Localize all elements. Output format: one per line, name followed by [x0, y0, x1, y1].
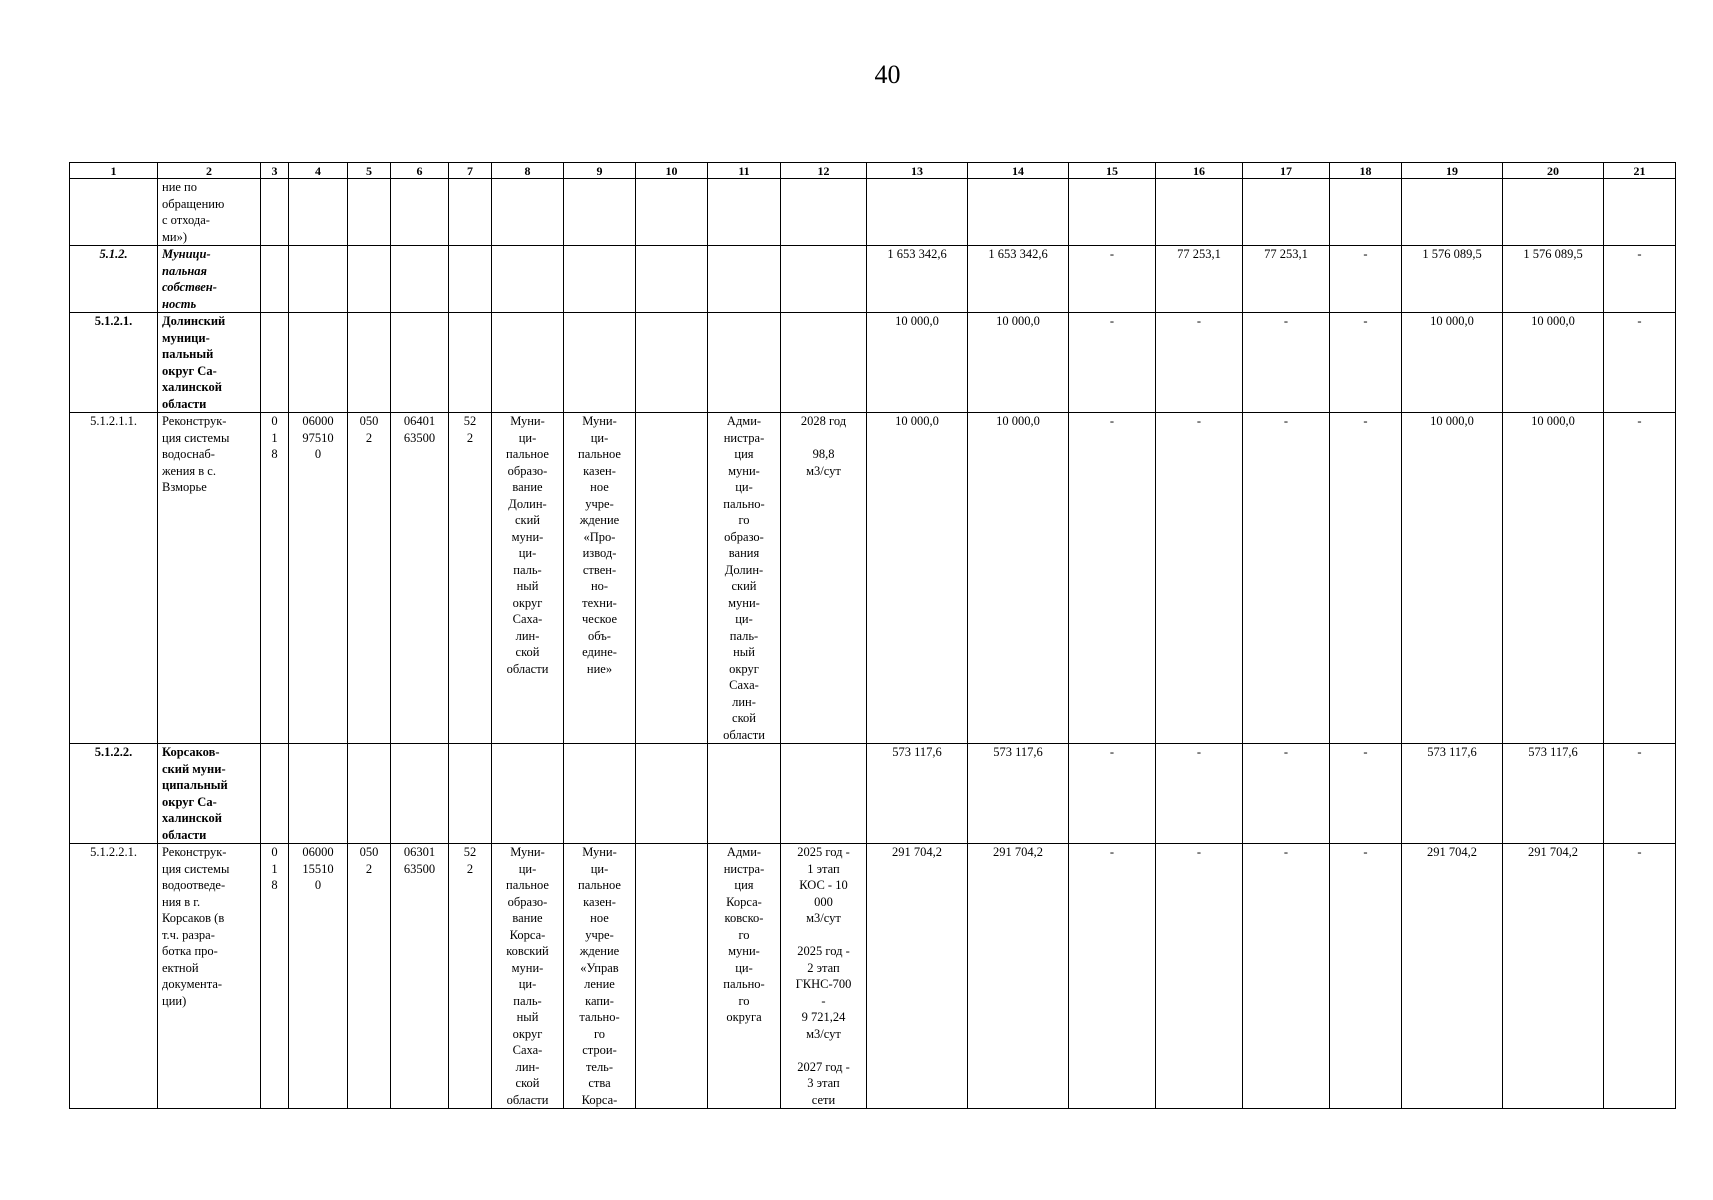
table-row	[70, 179, 1676, 246]
cell-amount: 77 253,1	[1243, 246, 1330, 313]
cell-amount: -	[1604, 246, 1676, 313]
cell-amount: -	[1156, 413, 1243, 744]
col-header: 10	[636, 163, 708, 179]
col-header: 15	[1069, 163, 1156, 179]
cell	[708, 313, 781, 413]
cell-amount	[1604, 179, 1676, 246]
cell-amount: -	[1243, 413, 1330, 744]
cell	[348, 744, 391, 844]
cell	[636, 744, 708, 844]
page-number: 40	[874, 60, 901, 89]
cell	[449, 246, 492, 313]
cell: 06401 63500	[391, 413, 449, 744]
cell	[391, 246, 449, 313]
cell-amount: -	[1604, 313, 1676, 413]
cell-amount: -	[1330, 744, 1402, 844]
cell: 2028 год 98,8 м3/сут	[781, 413, 867, 744]
cell: Адми- нистра- ция муни- ци- пально- го образо- вания Долин- ский муни- ци- паль- ный округ Саха- лин- ской области	[708, 413, 781, 744]
cell	[781, 179, 867, 246]
cell	[492, 246, 564, 313]
cell	[636, 179, 708, 246]
col-header: 20	[1503, 163, 1604, 179]
cell-amount: 291 704,2	[968, 844, 1069, 1109]
cell-amount: 10 000,0	[968, 313, 1069, 413]
cell-amount: -	[1069, 313, 1156, 413]
cell-amount: 10 000,0	[867, 413, 968, 744]
cell: 06000 15510 0	[289, 844, 348, 1109]
cell	[492, 744, 564, 844]
cell-amount: -	[1069, 744, 1156, 844]
cell-amount: 573 117,6	[1402, 744, 1503, 844]
cell-amount: -	[1243, 844, 1330, 1109]
cell	[289, 246, 348, 313]
cell-code: 5.1.2.	[70, 246, 158, 313]
cell-amount: -	[1069, 413, 1156, 744]
cell-amount: -	[1156, 313, 1243, 413]
cell: Муни- ци- пальное образо- вание Корса- ковский муни- ци- паль- ный округ Саха- лин- ской области	[492, 844, 564, 1109]
cell: 52 2	[449, 844, 492, 1109]
cell	[289, 744, 348, 844]
col-header: 3	[261, 163, 289, 179]
cell	[348, 313, 391, 413]
cell	[708, 744, 781, 844]
cell: 06301 63500	[391, 844, 449, 1109]
cell: Муни- ци- пальное казен- ное учре- ждение «Про- извод- ствен- но- техни- ческое объ- едине- ние»	[564, 413, 636, 744]
cell	[391, 744, 449, 844]
cell-amount	[1069, 179, 1156, 246]
cell-amount: 10 000,0	[1503, 313, 1604, 413]
cell	[492, 179, 564, 246]
cell	[564, 313, 636, 413]
cell	[636, 844, 708, 1109]
cell-amount: -	[1604, 413, 1676, 744]
cell: 0 1 8	[261, 413, 289, 744]
cell	[289, 313, 348, 413]
cell: Адми- нистра- ция Корса- ковско- го муни- ци- пально- го округа	[708, 844, 781, 1109]
cell-name: Корсаков- ский муни- ципальный округ Са- халинской области	[158, 744, 261, 844]
cell-amount: -	[1330, 844, 1402, 1109]
cell-amount	[867, 179, 968, 246]
cell: Муни- ци- пальное казен- ное учре- ждение «Управ ление капи- тально- го строи- тель- ства Корса-	[564, 844, 636, 1109]
cell-name: Реконструк- ция системы водоснаб- жения в с. Взморье	[158, 413, 261, 744]
col-header: 17	[1243, 163, 1330, 179]
col-header: 13	[867, 163, 968, 179]
cell	[391, 313, 449, 413]
cell-amount: -	[1330, 413, 1402, 744]
cell	[781, 246, 867, 313]
cell-amount: -	[1069, 246, 1156, 313]
cell	[261, 179, 289, 246]
budget-table	[69, 162, 1676, 1109]
cell	[348, 246, 391, 313]
cell-name: Муници- пальная собствен- ность	[158, 246, 261, 313]
cell-amount: -	[1069, 844, 1156, 1109]
cell	[449, 744, 492, 844]
cell-amount: 573 117,6	[968, 744, 1069, 844]
cell: 06000 97510 0	[289, 413, 348, 744]
table-row	[70, 246, 1676, 313]
cell-amount: 77 253,1	[1156, 246, 1243, 313]
cell	[636, 413, 708, 744]
cell-amount: -	[1156, 744, 1243, 844]
cell: 050 2	[348, 413, 391, 744]
cell-amount: 291 704,2	[1402, 844, 1503, 1109]
table-row	[70, 413, 1676, 744]
cell-amount: 1 576 089,5	[1402, 246, 1503, 313]
cell-amount: -	[1330, 246, 1402, 313]
table-row	[70, 844, 1676, 1109]
cell-amount: -	[1156, 844, 1243, 1109]
cell-amount: 291 704,2	[1503, 844, 1604, 1109]
cell-amount: -	[1330, 313, 1402, 413]
cell-amount: 1 653 342,6	[867, 246, 968, 313]
cell-amount: -	[1604, 744, 1676, 844]
cell-name: Долинский муници- пальный округ Са- халинской области	[158, 313, 261, 413]
col-header: 16	[1156, 163, 1243, 179]
cell-amount	[1330, 179, 1402, 246]
cell	[708, 246, 781, 313]
cell-amount: 10 000,0	[1503, 413, 1604, 744]
cell	[781, 744, 867, 844]
table-row	[70, 313, 1676, 413]
cell-amount	[968, 179, 1069, 246]
col-header: 9	[564, 163, 636, 179]
cell-amount: -	[1604, 844, 1676, 1109]
cell: 0 1 8	[261, 844, 289, 1109]
col-header: 2	[158, 163, 261, 179]
col-header: 8	[492, 163, 564, 179]
cell	[636, 313, 708, 413]
cell-amount: 10 000,0	[1402, 313, 1503, 413]
cell-code: 5.1.2.1.	[70, 313, 158, 413]
cell: 050 2	[348, 844, 391, 1109]
col-header: 14	[968, 163, 1069, 179]
col-header: 4	[289, 163, 348, 179]
cell	[781, 313, 867, 413]
cell-amount: 10 000,0	[867, 313, 968, 413]
col-header: 6	[391, 163, 449, 179]
cell	[564, 246, 636, 313]
cell-name: Реконструк- ция системы водоотведе- ния в г. Корсаков (в т.ч. разра- ботка про- ектной документа- ции)	[158, 844, 261, 1109]
cell-amount: 1 576 089,5	[1503, 246, 1604, 313]
cell	[391, 179, 449, 246]
cell	[708, 179, 781, 246]
cell-amount	[1503, 179, 1604, 246]
col-header: 11	[708, 163, 781, 179]
cell-amount: -	[1243, 744, 1330, 844]
cell	[564, 744, 636, 844]
col-header: 18	[1330, 163, 1402, 179]
cell	[636, 246, 708, 313]
col-header: 7	[449, 163, 492, 179]
cell	[261, 246, 289, 313]
cell	[348, 179, 391, 246]
cell-code: 5.1.2.2.1.	[70, 844, 158, 1109]
cell-name: ние по обращению с отхода- ми»)	[158, 179, 261, 246]
cell-amount	[1243, 179, 1330, 246]
col-header: 1	[70, 163, 158, 179]
cell-amount: -	[1243, 313, 1330, 413]
cell: 52 2	[449, 413, 492, 744]
cell	[449, 179, 492, 246]
cell	[261, 744, 289, 844]
cell-amount	[1402, 179, 1503, 246]
cell-amount	[1156, 179, 1243, 246]
table-row	[70, 744, 1676, 844]
cell-code	[70, 179, 158, 246]
cell	[564, 179, 636, 246]
col-header: 12	[781, 163, 867, 179]
cell-amount: 10 000,0	[968, 413, 1069, 744]
col-header: 21	[1604, 163, 1676, 179]
cell-amount: 573 117,6	[1503, 744, 1604, 844]
col-header: 19	[1402, 163, 1503, 179]
cell-amount: 1 653 342,6	[968, 246, 1069, 313]
cell: Муни- ци- пальное образо- вание Долин- ский муни- ци- паль- ный округ Саха- лин- ской области	[492, 413, 564, 744]
cell-amount: 573 117,6	[867, 744, 968, 844]
col-header: 5	[348, 163, 391, 179]
cell-code: 5.1.2.2.	[70, 744, 158, 844]
cell-code: 5.1.2.1.1.	[70, 413, 158, 744]
cell	[261, 313, 289, 413]
cell-amount: 10 000,0	[1402, 413, 1503, 744]
cell	[449, 313, 492, 413]
cell: 2025 год - 1 этап КОС - 10 000 м3/сут 2025 год - 2 этап ГКНС-700 - 9 721,24 м3/сут 2027 год - 3 этап сети	[781, 844, 867, 1109]
cell-amount: 291 704,2	[867, 844, 968, 1109]
header-row	[70, 163, 1676, 179]
cell	[492, 313, 564, 413]
cell	[289, 179, 348, 246]
